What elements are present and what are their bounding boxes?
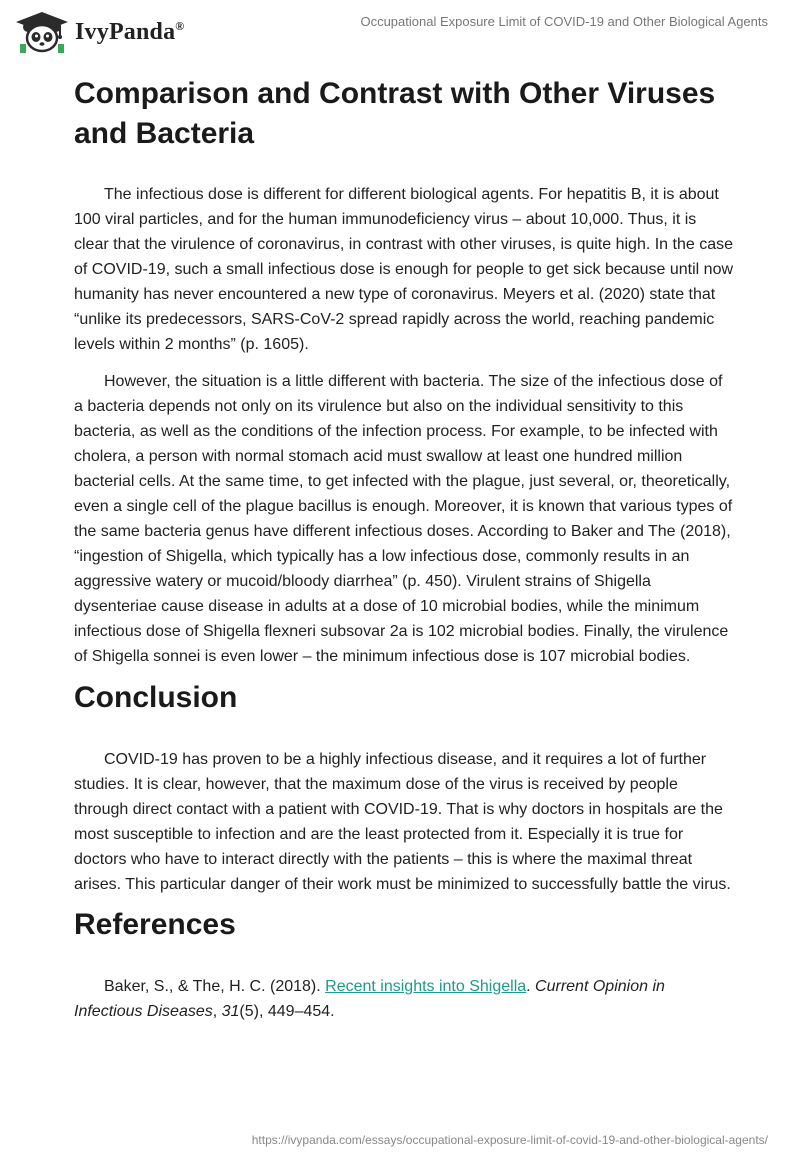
logo-text: IvyPanda® [75, 18, 185, 45]
section-heading-references: References [74, 908, 236, 941]
volume-number: 31 [221, 1003, 240, 1020]
journal-name: Current Opinion in Infectious Diseases [74, 978, 665, 1020]
document-title: Occupational Exposure Limit of COVID-19 and Other Biological Agents [360, 14, 768, 29]
section-heading-comparison: Comparison and Contrast with Other Viruses and Bacteria [74, 77, 716, 150]
reference-item: Baker, S., & The, H. C. (2018). Recent insights into Shigella. Current Opinion in Infectious Diseases, 31(5), 449–454. [74, 978, 665, 1020]
page-header [0, 0, 800, 62]
footer-url[interactable]: https://ivypanda.com/essays/occupational-exposure-limit-of-covid-19-and-other-biological-agents/ [251, 1133, 768, 1147]
section-heading-conclusion: Conclusion [74, 681, 238, 714]
paragraph-conclusion: COVID-19 has proven to be a highly infectious disease, and it requires a lot of further studies. It is clear, however, that the maximum dose of the virus is received by people through direct contact with a patient with COVID-19. That is why doctors in hospitals are the most susceptible to infection and are the least protected from it. Especially it is true for doctors who have to interact directly with the patients – this is where the maximal threat arises. This particular danger of their work must be minimized to successfully battle the virus. [74, 751, 731, 893]
paragraph-infectious-dose: The infectious dose is different for different biological agents. For hepatitis B, it is about 100 viral particles, and for the human immunodeficiency virus – about 10,000. Thus, it is clear that the virulence of coronavirus, in contrast with other viruses, is quite high. In the case of COVID-19, such a small infectious dose is enough for people to get sick because until now humanity has never encountered a new type of coronavirus. Meyers et al. (2020) state that “unlike its predecessors, SARS-CoV-2 spread rapidly across the world, reaching pandemic levels within 2 months” (p. 1605). [74, 186, 734, 353]
panda-logo-icon [14, 10, 70, 54]
article-body [74, 74, 734, 1024]
logo[interactable] [14, 10, 184, 54]
paragraph-bacteria: However, the situation is a little different with bacteria. The size of the infectious dose of a bacteria depends not only on its virulence but also on the individual sensitivity to this bacteria, as well as the conditions of the infection process. For example, to be infected with cholera, a person with normal stomach acid must swallow at least one hundred million bacterial cells. At the same time, to get infected with the plague, just several, or, theoretically, even a single cell of the plague bacillus is enough. Moreover, it is known that various types of the same bacteria genus have different infectious doses. According to Baker and The (2018), “ingestion of Shigella, which typically has a low infectious dose, commonly results in an aggressive watery or mucoid/bloody diarrhea” (p. 450). Virulent strains of Shigella dysenteriae cause disease in adults at a dose of 10 microbial bodies, while the minimum infectious dose of Shigella flexneri subsovar 2a is 102 microbial bodies. Finally, the virulence of Shigella sonnei is even lower – the minimum infectious dose is 107 microbial bodies. [74, 373, 733, 665]
reference-link[interactable]: Recent insights into Shigella [325, 978, 527, 995]
